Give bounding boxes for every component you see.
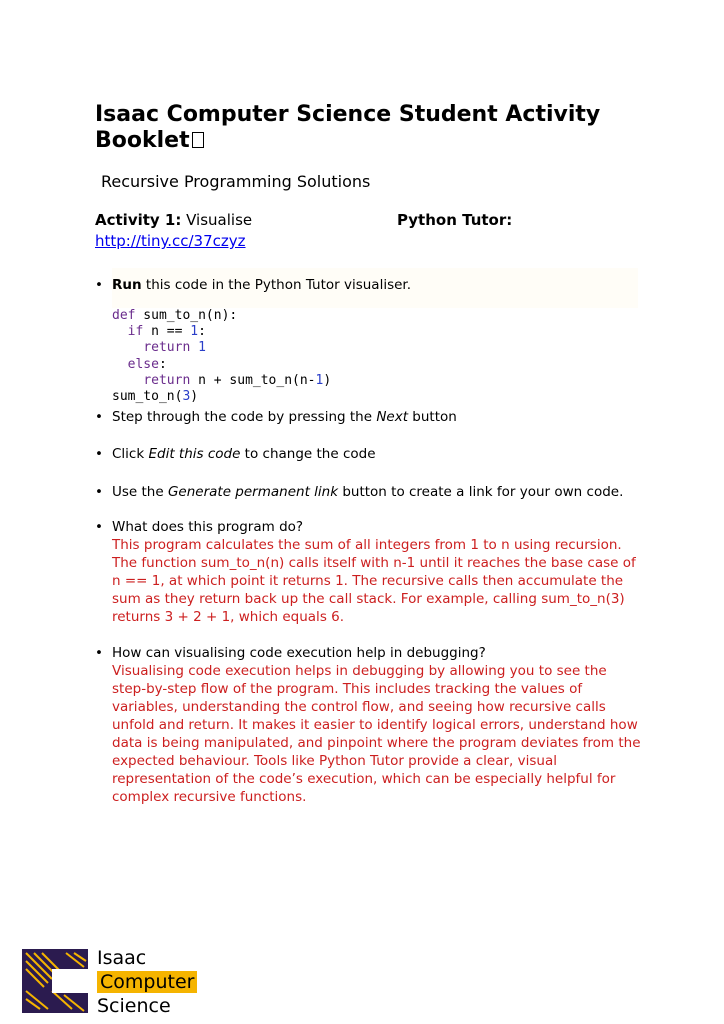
run-bold: Run bbox=[112, 277, 142, 293]
bullet-icon: • bbox=[95, 519, 103, 535]
generate-text-end: button to create a link for your own code. bbox=[338, 484, 624, 500]
answer-1: This program calculates the sum of all integers from 1 to n using recursion. The function sum_to_n(n) calls itself with n-1 until it reaches the base case of n == 1, at which point it returns 1. The recursive calls then accumulate the sum as they return back up the call stack. For example, calling sum_to_n(3) returns 3 + 2 + 1, which equals 6. bbox=[112, 537, 636, 625]
code-text: n == bbox=[143, 324, 191, 340]
logo-mark-icon bbox=[22, 947, 92, 1017]
isaac-logo bbox=[22, 947, 222, 1017]
edit-code-ref: Edit this code bbox=[148, 446, 241, 462]
bullet-icon: • bbox=[95, 645, 103, 661]
bullet-icon: • bbox=[95, 446, 103, 462]
bullet-icon: • bbox=[95, 484, 103, 500]
code-text: : bbox=[158, 356, 167, 372]
bullet-icon: • bbox=[95, 277, 103, 293]
code-text: n + sum_to_n(n- bbox=[190, 372, 316, 388]
logo-line-2 bbox=[97, 971, 197, 993]
code-text: ) bbox=[323, 372, 332, 388]
code-keyword: return bbox=[143, 340, 191, 356]
generate-text: Use the bbox=[112, 484, 168, 500]
python-tutor-link[interactable]: http://tiny.cc/37czyz bbox=[95, 232, 246, 250]
question-1: What does this program do? bbox=[112, 519, 304, 535]
code-number: 1 bbox=[190, 324, 199, 340]
code-keyword: return bbox=[143, 372, 191, 388]
click-text: Click bbox=[112, 446, 149, 462]
missing-glyph-box bbox=[192, 132, 204, 148]
question-2: How can visualising code execution help in debugging? bbox=[112, 645, 486, 661]
python-tutor-label: Python Tutor: bbox=[397, 211, 513, 229]
code-keyword: if bbox=[127, 324, 144, 340]
bullet-icon: • bbox=[95, 409, 103, 425]
code-keyword: def bbox=[112, 308, 136, 323]
code-block bbox=[112, 308, 331, 405]
code-text: sum_to_n( bbox=[112, 389, 183, 405]
code-text: sum_to_n(n): bbox=[135, 308, 238, 323]
step-text: Step through the code by pressing the bbox=[112, 409, 377, 425]
page-subtitle: Recursive Programming Solutions bbox=[101, 172, 371, 191]
code-number: 1 bbox=[315, 372, 324, 388]
activity-heading bbox=[95, 210, 655, 230]
logo-line-1: Isaac bbox=[97, 947, 147, 969]
page-title bbox=[95, 102, 655, 154]
next-button-ref: Next bbox=[376, 409, 409, 425]
code-text: : bbox=[198, 324, 206, 340]
click-text-end: to change the code bbox=[240, 446, 376, 462]
step-text-end: button bbox=[408, 409, 457, 425]
activity-name: Visualise bbox=[186, 211, 253, 229]
code-number: 3 bbox=[182, 389, 191, 405]
code-text: ) bbox=[190, 389, 199, 405]
activity-label: Activity 1: bbox=[95, 211, 182, 229]
code-keyword: else bbox=[127, 356, 159, 372]
logo-highlight: Computer bbox=[97, 971, 197, 993]
permanent-link-ref: Generate permanent link bbox=[167, 484, 339, 500]
answer-2: Visualising code execution helps in debugging by allowing you to see the step-by-step flow of the program. This includes tracking the values of variables, understanding the control flow, and seeing how recursive calls unfold and return. It makes it easier to identify logical errors, understand how data is being manipulated, and pinpoint where the program deviates from the expected behaviour. Tools like Python Tutor provide a clear, visual representation of the code’s execution, which can be especially helpful for complex recursive functions. bbox=[112, 663, 641, 805]
run-text: this code in the Python Tutor visualiser. bbox=[141, 277, 412, 293]
code-number: 1 bbox=[198, 340, 206, 356]
page-title-text: Isaac Computer Science Student Activity Booklet bbox=[95, 102, 601, 153]
logo-line-3: Science bbox=[97, 995, 171, 1017]
